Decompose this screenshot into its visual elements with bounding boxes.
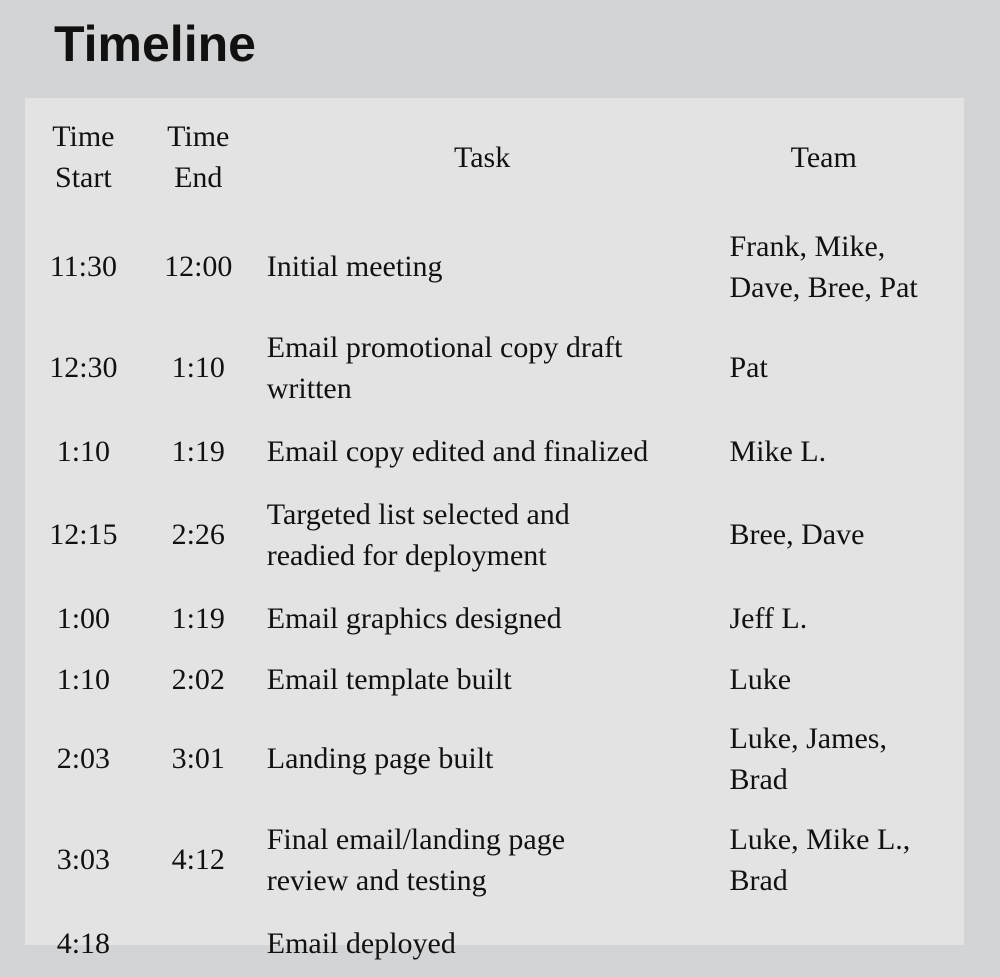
team-line: Luke, Mike L., bbox=[729, 822, 911, 856]
task-cell bbox=[255, 317, 720, 418]
time-start-cell: 3:03 bbox=[56, 843, 111, 876]
team-cell bbox=[719, 317, 964, 418]
team-line: Luke bbox=[729, 663, 792, 696]
task-cell bbox=[255, 585, 720, 651]
table-row bbox=[25, 317, 964, 418]
team-cell bbox=[719, 484, 964, 585]
timeline-panel bbox=[25, 98, 964, 960]
task-line: review and testing bbox=[266, 863, 487, 897]
team-cell bbox=[719, 418, 964, 484]
team-cell bbox=[719, 651, 964, 708]
task-line: Landing page built bbox=[266, 742, 494, 775]
task-line: Targeted list selected and bbox=[266, 497, 570, 531]
task-line: Email promotional copy draft bbox=[266, 330, 623, 364]
task-cell bbox=[255, 708, 720, 809]
header-start-line2: Start bbox=[55, 161, 112, 194]
team-line: Brad bbox=[729, 863, 788, 897]
task-cell bbox=[255, 651, 720, 708]
time-end-cell: 2:02 bbox=[171, 663, 225, 696]
team-line: Pat bbox=[729, 351, 768, 384]
table-row bbox=[25, 910, 964, 976]
team-cell bbox=[719, 585, 964, 651]
page-title: Timeline bbox=[54, 16, 256, 72]
header-time-start bbox=[25, 98, 142, 216]
team-cell bbox=[719, 809, 964, 910]
task-line: Final email/landing page bbox=[266, 822, 566, 856]
time-end-cell: 12:00 bbox=[164, 250, 233, 283]
task-cell bbox=[255, 910, 720, 976]
table-header-row bbox=[25, 98, 964, 216]
task-cell bbox=[255, 418, 720, 484]
time-start-cell: 2:03 bbox=[56, 742, 111, 775]
task-cell bbox=[255, 484, 720, 585]
task-line: readied for deployment bbox=[266, 538, 547, 572]
time-start-cell: 11:30 bbox=[49, 250, 117, 283]
header-task: Task bbox=[454, 140, 511, 174]
header-time-end bbox=[142, 98, 255, 216]
team-line: Bree, Dave bbox=[729, 518, 865, 551]
team-line: Dave, Bree, Pat bbox=[729, 270, 918, 304]
table-row bbox=[25, 216, 964, 317]
task-cell bbox=[255, 216, 720, 317]
team-line: Brad bbox=[729, 762, 788, 796]
time-end-cell: 1:10 bbox=[171, 351, 225, 384]
time-start-cell: 1:00 bbox=[56, 601, 111, 635]
table-row bbox=[25, 484, 964, 585]
time-end-cell: 4:12 bbox=[171, 843, 225, 876]
team-cell bbox=[719, 708, 964, 809]
time-end-cell: 1:19 bbox=[171, 601, 225, 635]
table-row bbox=[25, 418, 964, 484]
table-row bbox=[25, 708, 964, 809]
task-line: Email copy edited and finalized bbox=[266, 434, 649, 468]
table-row bbox=[25, 585, 964, 651]
header-end-line1: Time bbox=[167, 120, 230, 153]
time-start-cell: 1:10 bbox=[56, 663, 111, 696]
header-end-line2: End bbox=[174, 161, 223, 194]
time-start-cell: 12:30 bbox=[49, 351, 118, 384]
time-end-cell: 1:19 bbox=[171, 434, 225, 468]
time-start-cell: 1:10 bbox=[56, 434, 111, 468]
task-line: Email graphics designed bbox=[266, 601, 562, 635]
time-start-cell: 4:18 bbox=[56, 926, 111, 960]
task-line: Initial meeting bbox=[266, 250, 443, 283]
time-end-cell bbox=[142, 910, 255, 976]
task-line: written bbox=[266, 371, 352, 405]
team-cell bbox=[719, 910, 964, 976]
header-team: Team bbox=[790, 140, 857, 174]
task-line: Email deployed bbox=[266, 926, 456, 960]
time-end-cell: 2:26 bbox=[171, 518, 225, 551]
task-line: Email template built bbox=[266, 663, 512, 696]
team-line: Mike L. bbox=[729, 434, 827, 468]
time-end-cell: 3:01 bbox=[171, 742, 225, 775]
time-start-cell: 12:15 bbox=[49, 518, 118, 551]
table-row bbox=[25, 651, 964, 708]
table-row bbox=[25, 809, 964, 910]
task-cell bbox=[255, 809, 720, 910]
team-line: Jeff L. bbox=[729, 601, 808, 635]
team-cell bbox=[719, 216, 964, 317]
team-line: Luke, James, bbox=[729, 721, 887, 755]
team-line: Frank, Mike, bbox=[729, 229, 886, 263]
header-start-line1: Time bbox=[52, 120, 115, 153]
timeline-table bbox=[25, 98, 964, 976]
